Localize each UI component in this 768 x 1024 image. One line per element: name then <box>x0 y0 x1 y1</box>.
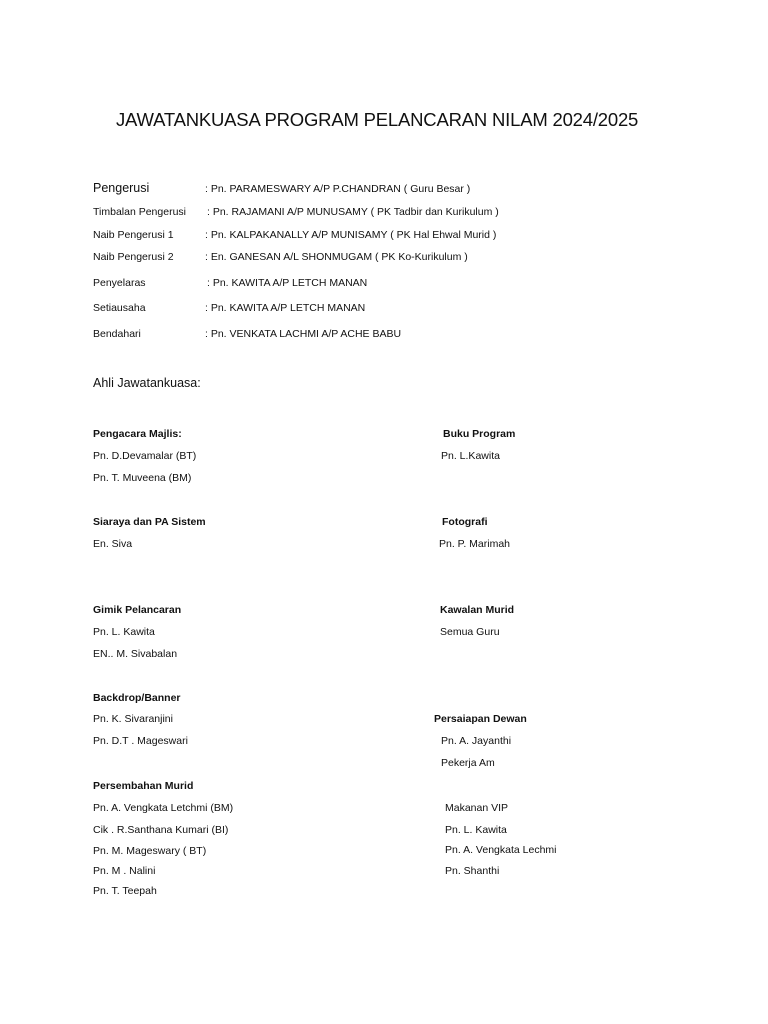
member-name: Pn. A. Vengkata Lechmi <box>445 844 557 856</box>
committee-heading: Pengacara Majlis: <box>93 428 182 440</box>
committee-heading: Siaraya dan PA Sistem <box>93 516 206 528</box>
member-name: Pn. T. Teepah <box>93 885 157 897</box>
committee-heading: Persembahan Murid <box>93 780 194 792</box>
member-name: Pn. K. Sivaranjini <box>93 713 173 725</box>
member-name: Semua Guru <box>440 626 500 638</box>
member-name: Pn. D.Devamalar (BT) <box>93 450 197 462</box>
member-name: Pn. L. Kawita <box>445 824 507 836</box>
member-name: Pn. M . Nalini <box>93 865 156 877</box>
member-name: Pn. Shanthi <box>445 865 500 877</box>
officer-label: Penyelaras <box>93 277 146 289</box>
officer-value: : Pn. PARAMESWARY A/P P.CHANDRAN ( Guru Besar ) <box>205 183 471 195</box>
member-name: En. Siva <box>93 538 133 550</box>
officer-label: Naib Pengerusi 1 <box>93 229 174 241</box>
committee-heading: Makanan VIP <box>445 802 509 814</box>
member-name: Pn. P. Marimah <box>439 538 511 550</box>
committee-heading: Gimik Pelancaran <box>93 604 182 616</box>
member-name: Cik . R.Santhana Kumari (BI) <box>93 824 229 836</box>
officer-label: Timbalan Pengerusi <box>93 206 186 218</box>
officer-label: Pengerusi <box>93 181 150 195</box>
committee-heading: Persaiapan Dewan <box>434 713 527 725</box>
officer-label: Bendahari <box>93 328 141 340</box>
committee-heading: Backdrop/Banner <box>93 692 181 704</box>
member-name: Pn. T. Muveena (BM) <box>93 472 192 484</box>
page-title: JAWATANKUASA PROGRAM PELANCARAN NILAM 2024/2025 <box>116 109 639 130</box>
officer-value: : Pn. KAWITA A/P LETCH MANAN <box>207 277 368 289</box>
member-name: Pn. A. Jayanthi <box>441 735 512 747</box>
officer-value: : Pn. VENKATA LACHMI A/P ACHE BABU <box>205 328 402 340</box>
officer-value: : Pn. RAJAMANI A/P MUNUSAMY ( PK Tadbir dan Kurikulum ) <box>207 206 499 218</box>
officer-value: : Pn. KALPAKANALLY A/P MUNISAMY ( PK Hal Ehwal Murid ) <box>205 229 497 241</box>
officer-label: Naib Pengerusi 2 <box>93 251 174 263</box>
member-name: EN.. M. Sivabalan <box>93 648 178 660</box>
member-name: Pn. A. Vengkata Letchmi (BM) <box>93 802 234 814</box>
section-heading: Ahli Jawatankuasa: <box>93 376 201 390</box>
committee-heading: Kawalan Murid <box>440 604 515 616</box>
committee-heading: Fotografi <box>442 516 488 528</box>
officer-value: : Pn. KAWITA A/P LETCH MANAN <box>205 302 366 314</box>
officer-label: Setiausaha <box>93 302 146 314</box>
member-name: Pn. D.T . Mageswari <box>93 735 188 747</box>
officer-value: : En. GANESAN A/L SHONMUGAM ( PK Ko-Kurikulum ) <box>205 251 468 263</box>
member-name: Pn. L. Kawita <box>93 626 155 638</box>
member-name: Pekerja Am <box>441 757 495 769</box>
committee-heading: Buku Program <box>443 428 516 440</box>
member-name: Pn. L.Kawita <box>441 450 500 462</box>
member-name: Pn. M. Mageswary ( BT) <box>93 845 207 857</box>
